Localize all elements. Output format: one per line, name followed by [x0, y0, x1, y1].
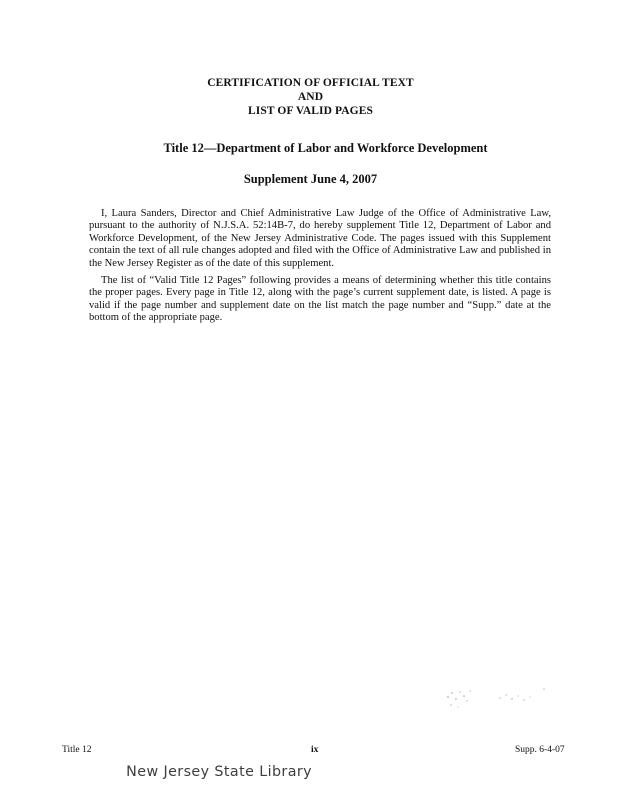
heading-line-3: LIST OF VALID PAGES: [248, 105, 373, 117]
heading-line-2: AND: [297, 91, 324, 103]
handwritten-mark: [440, 683, 550, 719]
paragraph-1: I, Laura Sanders, Director and Chief Administrative Law Judge of the Office of Administrative Law, pursuant to the authority of N.J.S.A. 52:14B-7, do hereby supplement Title 12, Department of Labor and Workforce Development, of the New Jersey Administrative Code. The pages issued with this Supplement contain the text of all rule changes adopted and filed with the Office of Administrative Law and published in the New Jersey Register as of the date of this supplement.: [89, 208, 551, 269]
paragraph-2: The list of “Valid Title 12 Pages” following provides a means of determining whether this title contains the proper pages. Every page in Title 12, along with the page’s current supplement date, is listed. A page is valid if the page number and supplement date on the list match the page number and “Supp.” date at the bottom of the appropriate page.: [89, 275, 551, 324]
supplement-date-heading: Supplement June 4, 2007: [243, 172, 378, 186]
certification-body: [89, 208, 551, 330]
footer-supplement-date: Supp. 6-4-07: [515, 745, 565, 755]
heading-line-1: CERTIFICATION OF OFFICIAL TEXT: [207, 77, 414, 89]
certification-heading: [0, 76, 621, 118]
title-heading: Title 12—Department of Labor and Workforce Development: [163, 141, 488, 155]
footer-page-number: ix: [311, 745, 319, 755]
library-stamp: New Jersey State Library: [126, 764, 313, 780]
footer-title: Title 12: [62, 745, 92, 755]
